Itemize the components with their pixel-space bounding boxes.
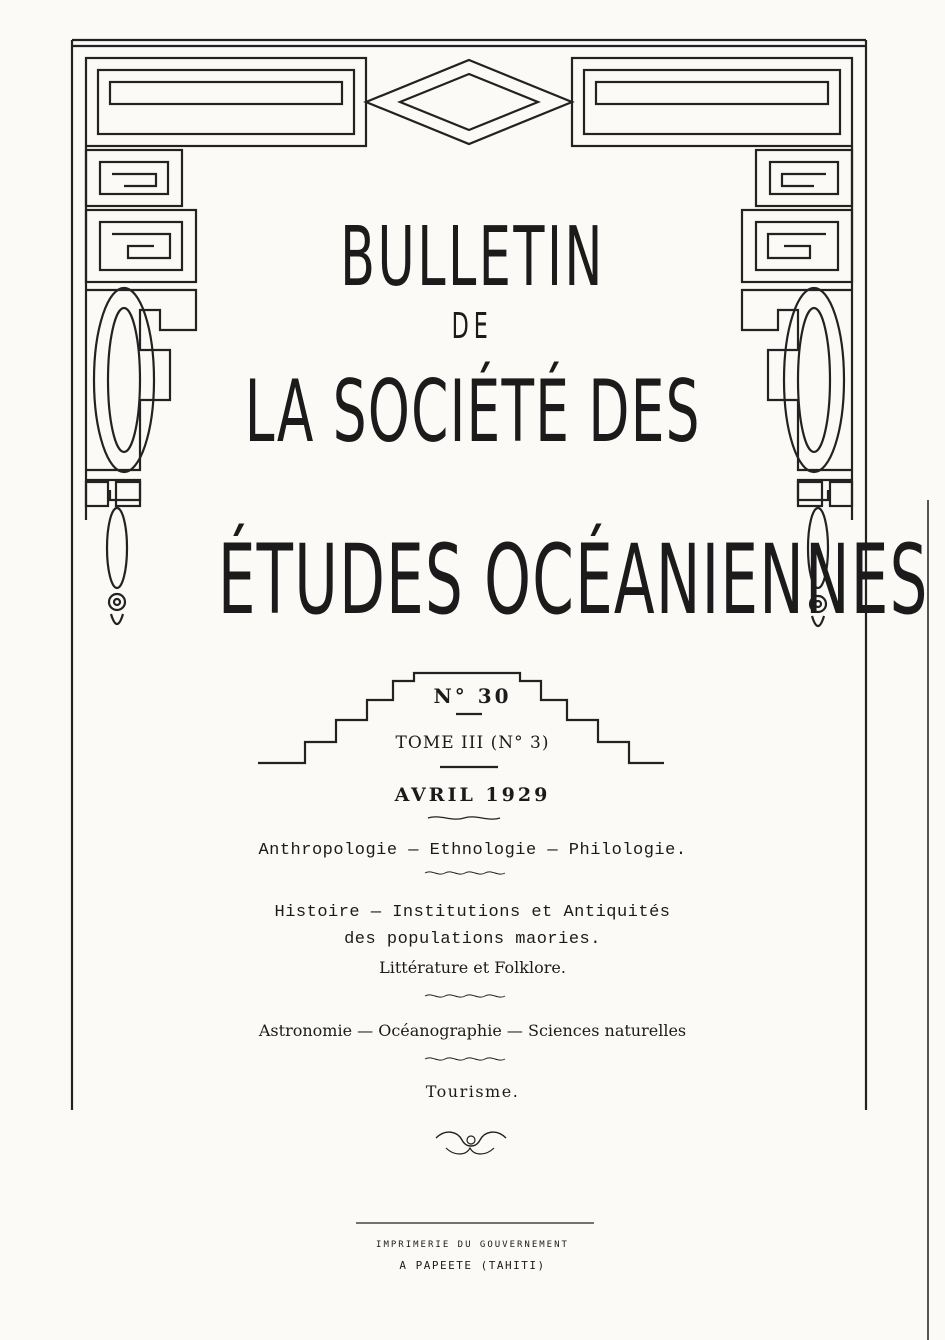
title-bulletin: BULLETIN xyxy=(340,210,605,305)
issue-date: AVRIL 1929 xyxy=(394,784,551,806)
title-etudes-oceaniennes: ÉTUDES OCÉANIENNES xyxy=(217,524,929,636)
subject-line: Histoire — Institutions et Antiquités xyxy=(274,903,671,922)
subject-line: Littérature et Folklore. xyxy=(379,958,566,977)
subject-line: des populations maories. xyxy=(344,930,601,949)
printer-location: A PAPEETE (TAHITI) xyxy=(399,1259,546,1272)
title-societe: LA SOCIÉTÉ DES xyxy=(244,362,701,462)
title-de: DE xyxy=(451,306,494,347)
issue-number: N° 30 xyxy=(433,684,512,708)
subject-line: Astronomie — Océanographie — Sciences naturelles xyxy=(258,1021,687,1040)
printer-name: IMPRIMERIE DU GOUVERNEMENT xyxy=(376,1240,569,1250)
subject-line: Anthropologie — Ethnologie — Philologie. xyxy=(258,841,687,860)
issue-tome: TOME III (N° 3) xyxy=(395,733,550,753)
subject-line: Tourisme. xyxy=(425,1082,520,1101)
